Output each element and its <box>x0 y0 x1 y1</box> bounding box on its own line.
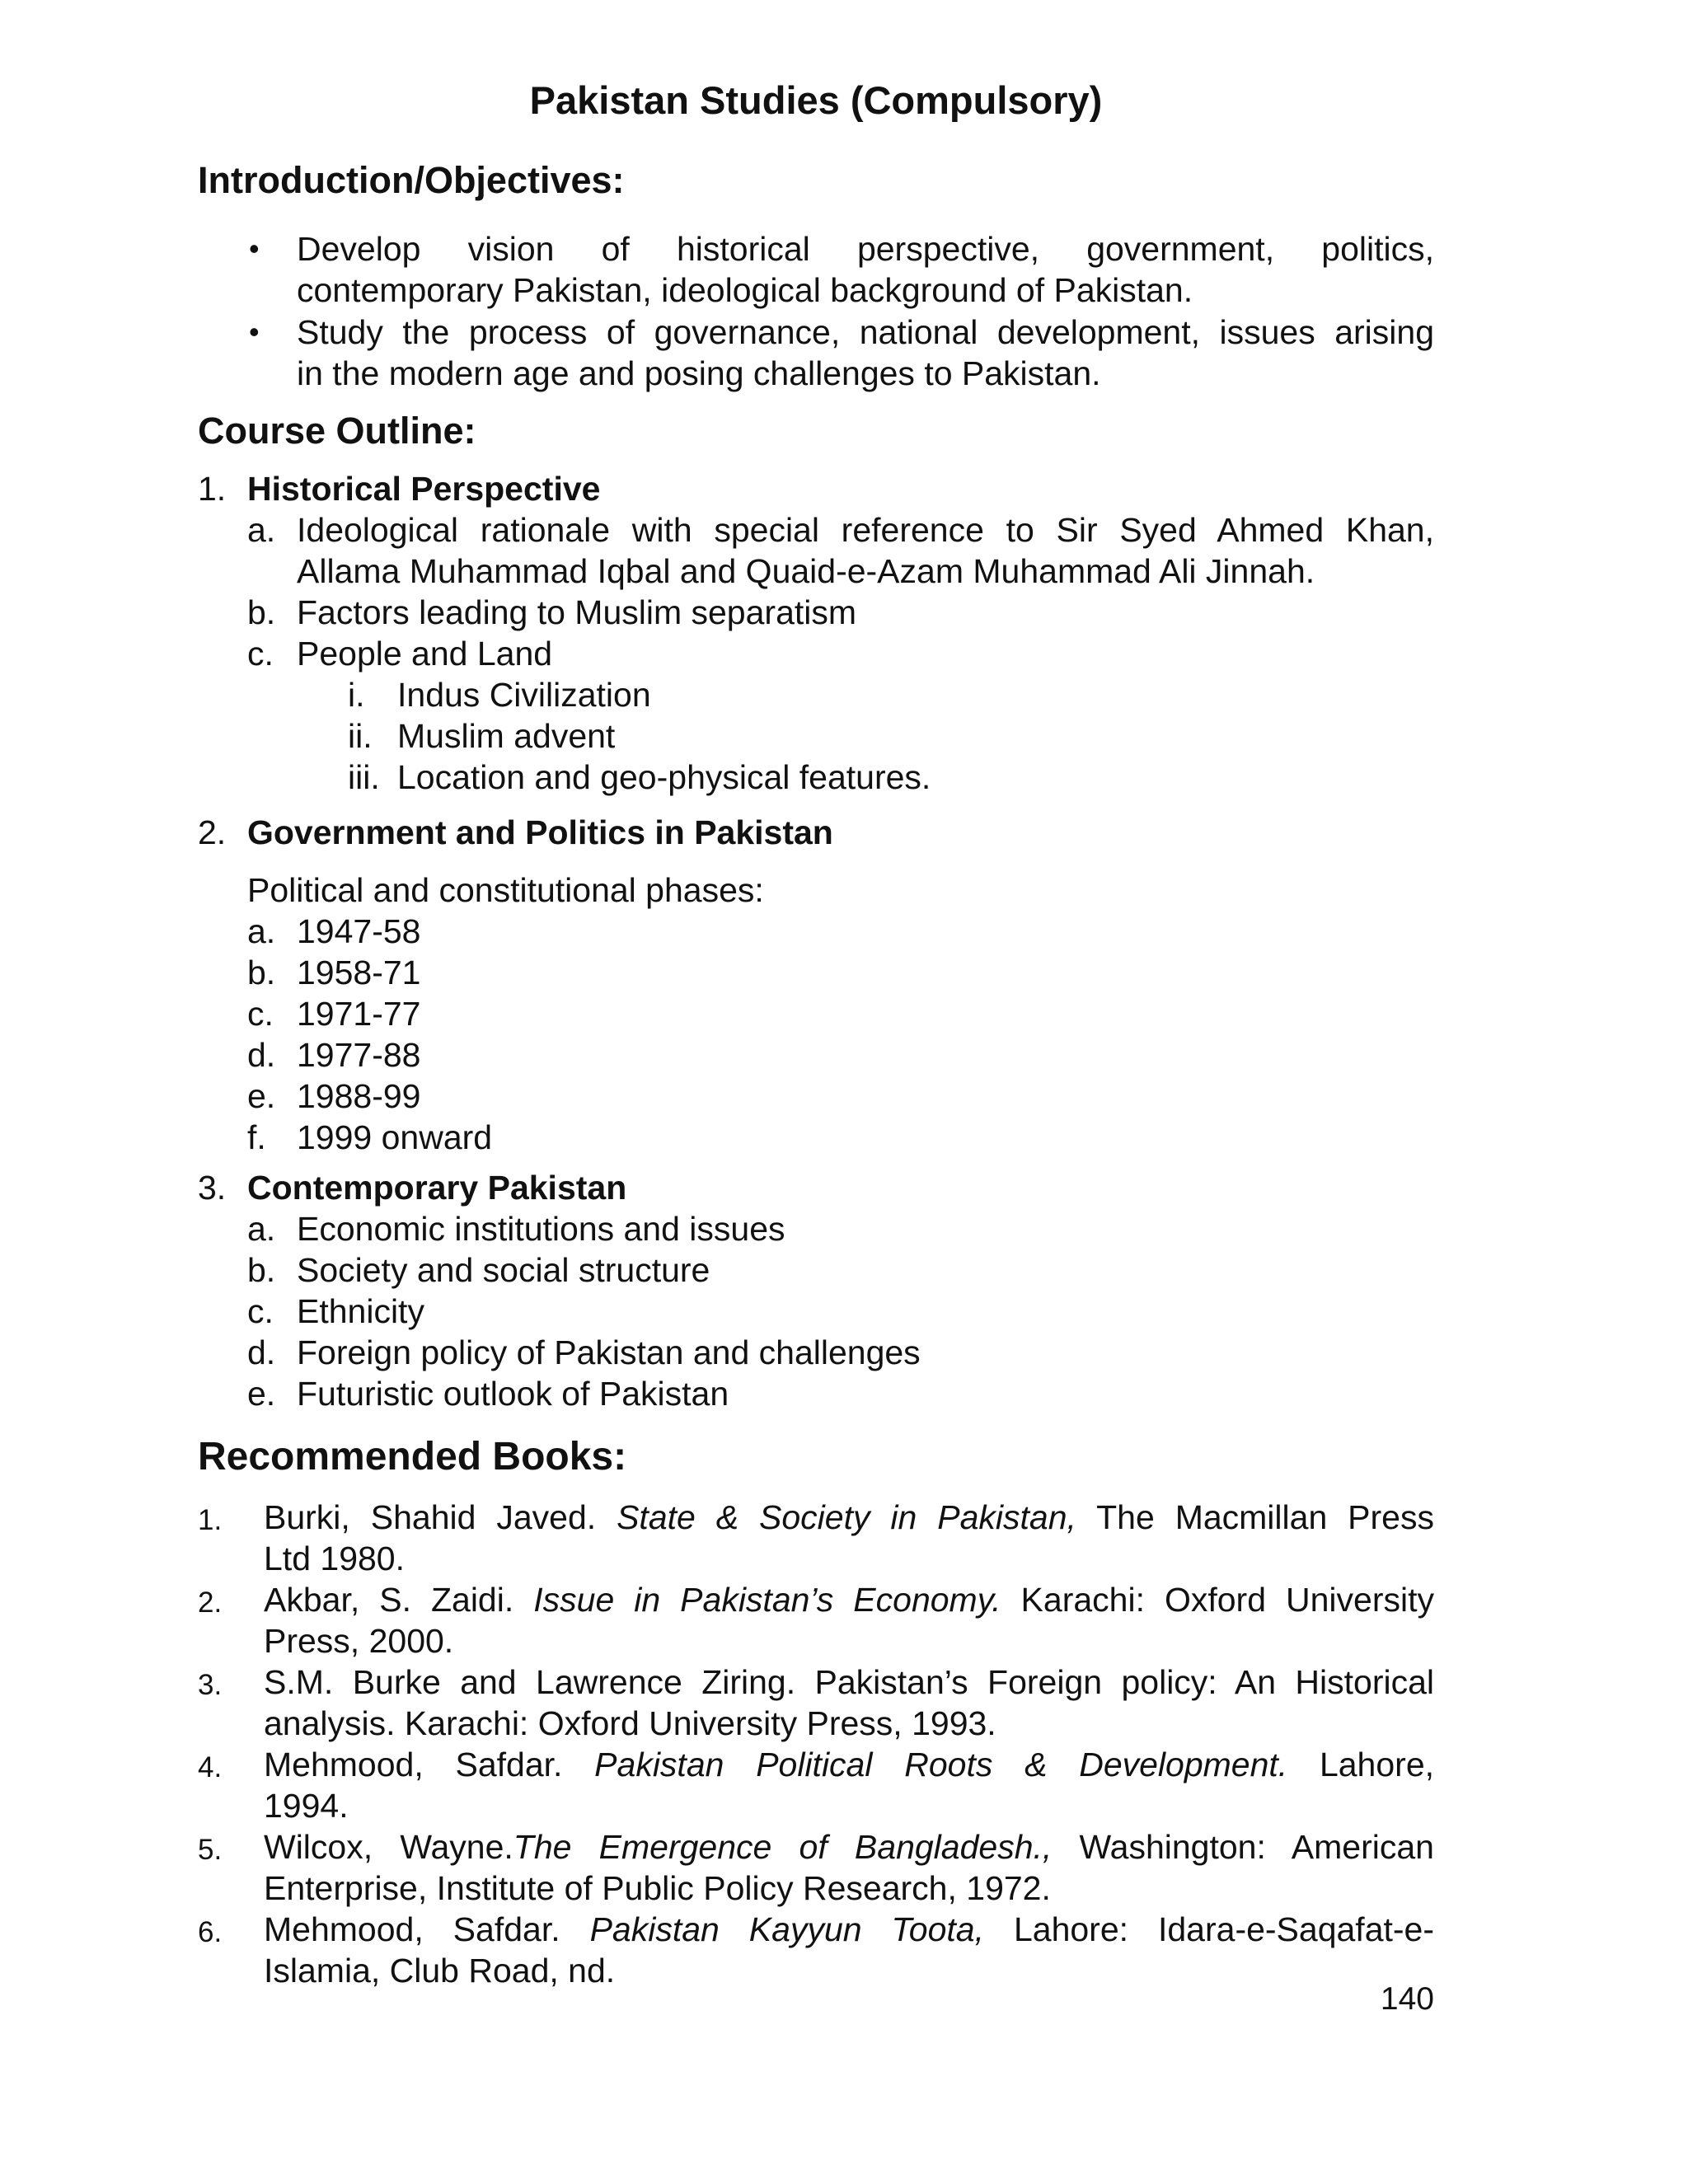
book-publisher: The Macmillan Press <box>1076 1498 1434 1536</box>
list-item <box>198 633 1434 674</box>
book-title: State & Society in Pakistan, <box>617 1498 1076 1536</box>
book-number: 2. <box>198 1586 223 1619</box>
item-marker: i. <box>348 676 365 714</box>
section-items <box>198 509 1434 798</box>
bullet-icon: • <box>249 315 260 349</box>
section-number: 2. <box>198 813 227 851</box>
item-text: Muslim advent <box>397 717 616 755</box>
list-item <box>198 911 1434 952</box>
book-author: S.M. Burke and Lawrence Ziring. Pakistan’s Foreign policy: An Historical <box>264 1663 1434 1701</box>
item-marker: d. <box>247 1036 276 1074</box>
book-line <box>264 1661 1434 1703</box>
list-item <box>198 1034 1434 1076</box>
item-text: 1977-88 <box>297 1036 421 1074</box>
section-title: Historical Perspective <box>247 470 601 508</box>
section-number: 3. <box>198 1169 227 1207</box>
item-text: Indus Civilization <box>397 676 651 714</box>
intro-heading: Introduction/Objectives: <box>198 159 625 201</box>
book-author: Mehmood, Safdar. <box>264 1910 590 1948</box>
list-item <box>198 1249 1434 1291</box>
item-marker: c. <box>247 1292 274 1330</box>
book-line: analysis. Karachi: Oxford University Press, 1993. <box>264 1704 996 1742</box>
book-line <box>264 1826 1434 1868</box>
item-text: Society and social structure <box>297 1251 710 1289</box>
book-line: Ltd 1980. <box>264 1540 405 1577</box>
book-line: Press, 2000. <box>264 1622 454 1660</box>
book-publisher: Lahore, <box>1287 1746 1435 1783</box>
section-items <box>198 1208 1434 1414</box>
book-item <box>198 1826 1434 1909</box>
book-author: Akbar, S. Zaidi. <box>264 1581 534 1619</box>
course-outline-heading: Course Outline: <box>198 410 476 452</box>
book-item <box>198 1661 1434 1744</box>
book-publisher: Washington: American <box>1052 1828 1434 1866</box>
books-list <box>198 1497 1434 1991</box>
item-text: Futuristic outlook of Pakistan <box>297 1375 729 1413</box>
list-item <box>198 1117 1434 1158</box>
list-item <box>198 1291 1434 1332</box>
item-marker: c. <box>247 995 274 1033</box>
item-text: 1971-77 <box>297 995 421 1033</box>
item-marker: a. <box>247 1210 276 1248</box>
book-title: Pakistan Political Roots & Development. <box>594 1746 1288 1783</box>
item-text: People and Land <box>297 635 553 673</box>
item-marker: f. <box>247 1118 266 1156</box>
recommended-books-heading: Recommended Books: <box>198 1435 627 1479</box>
section-title: Government and Politics in Pakistan <box>247 813 833 851</box>
book-number: 1. <box>198 1504 223 1536</box>
book-item <box>198 1579 1434 1661</box>
book-author: Mehmood, Safdar. <box>264 1746 595 1783</box>
item-marker: a. <box>247 511 276 549</box>
document-page <box>198 0 1434 2184</box>
item-text: Ethnicity <box>297 1292 424 1330</box>
item-text: Location and geo-physical features. <box>397 758 931 796</box>
book-number: 6. <box>198 1916 223 1948</box>
objective-line: in the modern age and posing challenges to Pakistan. <box>297 354 1101 392</box>
item-marker: iii. <box>348 758 380 796</box>
item-marker: e. <box>247 1375 276 1413</box>
book-item <box>198 1744 1434 1826</box>
book-publisher: Lahore: Idara-e-Saqafat-e- <box>984 1910 1434 1948</box>
objectives-list <box>198 228 1434 394</box>
section-number: 1. <box>198 470 227 508</box>
book-line: Islamia, Club Road, nd. <box>264 1952 616 1990</box>
sub-list-item <box>198 757 1434 798</box>
bullet-icon: • <box>249 232 260 265</box>
list-item <box>198 1076 1434 1117</box>
objective-item <box>198 312 1434 394</box>
book-number: 3. <box>198 1669 223 1701</box>
item-text: Foreign policy of Pakistan and challenges <box>297 1333 921 1371</box>
item-text: Allama Muhammad Iqbal and Quaid-e-Azam Muhammad Ali Jinnah. <box>297 552 1315 590</box>
item-marker: ii. <box>348 717 373 755</box>
book-title: Issue in Pakistan’s Economy. <box>533 1581 1001 1619</box>
list-item <box>198 952 1434 993</box>
list-item <box>198 993 1434 1034</box>
section-intro: Political and constitutional phases: <box>247 871 764 909</box>
book-line <box>264 1909 1434 1950</box>
list-item <box>198 592 1434 633</box>
objective-line: contemporary Pakistan, ideological background of Pakistan. <box>297 271 1193 309</box>
book-item <box>198 1497 1434 1579</box>
book-publisher: Karachi: Oxford University <box>1001 1581 1434 1619</box>
item-text: Economic institutions and issues <box>297 1210 785 1248</box>
list-item <box>198 509 1434 592</box>
book-title: The Emergence of Bangladesh., <box>513 1828 1053 1866</box>
item-text: Ideological rationale with special reference to Sir Syed Ahmed Khan, <box>297 511 1434 549</box>
book-line: Enterprise, Institute of Public Policy Research, 1972. <box>264 1869 1051 1907</box>
sub-list-item <box>198 715 1434 757</box>
objective-item <box>198 228 1434 311</box>
item-text: 1999 onward <box>297 1118 493 1156</box>
book-number: 4. <box>198 1751 223 1783</box>
list-item <box>198 1208 1434 1249</box>
item-marker: a. <box>247 912 276 950</box>
objective-line: Study the process of governance, national development, issues arising <box>297 313 1434 351</box>
book-title: Pakistan Kayyun Toota, <box>589 1910 984 1948</box>
list-item <box>198 1332 1434 1373</box>
sub-list-item <box>198 674 1434 715</box>
page-title: Pakistan Studies (Compulsory) <box>529 78 1103 122</box>
item-text: 1988-99 <box>297 1077 421 1115</box>
item-text: Factors leading to Muslim separatism <box>297 593 857 631</box>
page-number: 140 <box>1380 1981 1434 2017</box>
section-items <box>198 911 1434 1158</box>
item-marker: c. <box>247 635 274 673</box>
objective-line: Develop vision of historical perspective, government, politics, <box>297 230 1434 268</box>
section-title: Contemporary Pakistan <box>247 1169 627 1207</box>
book-line <box>264 1579 1434 1620</box>
book-item <box>198 1909 1434 1991</box>
item-text: 1947-58 <box>297 912 421 950</box>
book-line: 1994. <box>264 1787 349 1825</box>
item-marker: d. <box>247 1333 276 1371</box>
item-marker: b. <box>247 1251 276 1289</box>
book-line <box>264 1497 1434 1538</box>
list-item <box>198 1373 1434 1414</box>
book-author: Burki, Shahid Javed. <box>264 1498 617 1536</box>
item-marker: b. <box>247 593 276 631</box>
book-number: 5. <box>198 1834 223 1866</box>
book-line <box>264 1744 1434 1785</box>
item-text: 1958-71 <box>297 954 421 991</box>
book-author: Wilcox, Wayne. <box>264 1828 513 1866</box>
item-marker: e. <box>247 1077 276 1115</box>
item-marker: b. <box>247 954 276 991</box>
